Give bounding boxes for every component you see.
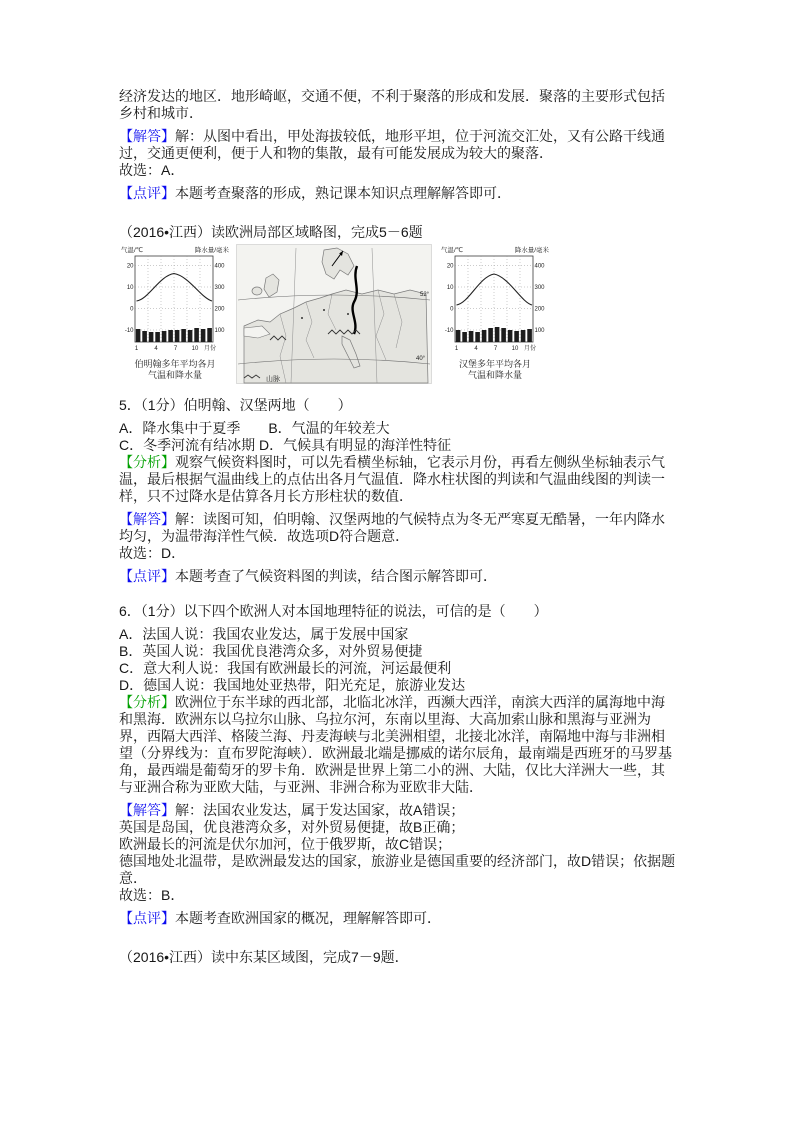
q6-answer-choice: 故选：B．: [119, 887, 185, 903]
birmingham-chart-plot: [119, 244, 231, 359]
svg-text:1: 1: [134, 346, 139, 352]
q6-answer-line3: 欧洲最长的河流是伏尔加河，位于俄罗斯，故C错误；: [119, 836, 452, 852]
latitude-40-label: 40°: [416, 356, 426, 362]
q5-answer-choice: 故选：D．: [119, 545, 186, 561]
q5-answer-text: 解：读图可知，伯明翰、汉堡两地的气候特点为冬无严寒夏无酷暑，一年内降水均匀，为温带海洋性气候．故选项D符合题意．: [119, 511, 665, 544]
hamburg-chart-plot: [439, 244, 551, 359]
q5-analysis-text: 观察气候资料图时，可以先看横坐标轴，它表示月份，再看左侧纵坐标轴表示气温，最后根据气温曲线上的点估出各月气温值．降水柱状图的判读和气温曲线图的判读一样，只不过降水是估算各月长方形柱状的数值．: [119, 454, 665, 504]
svg-text:300: 300: [534, 285, 545, 291]
hamburg-caption-line1: 汉堡多年平均各月: [458, 359, 531, 369]
q4-answer-paragraph: [119, 128, 677, 162]
svg-text:10: 10: [191, 346, 199, 352]
temp-axis-label: 气温/℃: [121, 247, 144, 254]
question-6: 6．（1分）以下四个欧洲人对本国地理特征的说法，可信的是（ ）: [119, 603, 548, 619]
q6-analysis-paragraph: [119, 694, 677, 796]
svg-text:1: 1: [454, 346, 459, 352]
q6-option-c: C．意大利人说：我国有欧洲最长的河流，河运最便利: [119, 660, 452, 676]
q5-answer-paragraph: [119, 511, 677, 545]
jieda-tag: 【解答】: [119, 128, 175, 144]
europe-map-plot: [236, 244, 432, 389]
question-5: 5．（1分）伯明翰、汉堡两地（ ）: [119, 397, 352, 413]
q6-answer-line4: 德国地处北温带，是欧洲最发达的国家，旅游业是德国重要的经济部门，故D错误；依据题意．: [119, 853, 676, 886]
svg-text:-10: -10: [444, 328, 454, 334]
birmingham-caption-line1: 伯明翰多年平均各月: [134, 359, 216, 369]
q6-comment-text: 本题考查欧洲国家的概况，理解解答即可．: [175, 910, 441, 926]
q5-options-cd: C．冬季河流有结冰期 D．气候具有明显的海洋性特征: [119, 437, 452, 453]
precip-axis-label: 降水量/毫米: [194, 247, 229, 254]
month-tick-labels: [455, 344, 536, 352]
svg-text:7: 7: [493, 346, 498, 352]
q6-option-a: A．法国人说：我国农业发达，属于发展中国家: [119, 626, 409, 642]
hamburg-caption-line2: 气温和降水量: [467, 370, 522, 380]
precip-axis-label: 降水量/毫米: [514, 247, 549, 254]
dianping-tag: 【点评】: [119, 568, 175, 584]
svg-text:400: 400: [534, 263, 545, 270]
fenxi-tag: 【分析】: [119, 694, 175, 710]
temp-tick-labels: [445, 264, 454, 335]
q6-answer-line2: 英国是岛国，优良港湾众多，对外贸易便捷，故B正确；: [119, 819, 465, 835]
q5-analysis-paragraph: [119, 454, 677, 505]
q6-analysis-text: 欧洲位于东半球的西北部，北临北冰洋，西濒大西洋，南滨大西洋的属海地中海和黑海．欧洲东以乌拉尔山脉、乌拉尔河，东南以里海、大高加索山脉和黑海与亚洲为界，西隔大西洋、格陵兰海、丹麦海峡与北美洲相望，北接北冰洋，南隔地中海与非洲相望（分界线为：直布罗陀海峡）．欧洲最北端是挪威的诺尔辰角，最南端是西班牙的马罗基角，最西端是葡萄牙的罗卡角．欧洲是世界上第二小的洲、大陆，仅比大洋洲大一些，其与亚洲合称为亚欧大陆，与亚洲、非洲合称为亚欧非大陆．: [119, 694, 672, 795]
europe-map: [236, 244, 432, 389]
q5-comment-text: 本题考查了气候资料图的判读，结合图示解答即可．: [175, 568, 497, 584]
europe-region-figure: [119, 244, 677, 389]
svg-text:4: 4: [474, 346, 478, 352]
svg-text:100: 100: [214, 328, 225, 334]
svg-text:10: 10: [126, 285, 134, 291]
latitude-52-label: 52°: [420, 292, 430, 298]
month-tick-labels: [135, 344, 216, 352]
svg-text:200: 200: [214, 306, 225, 313]
legend-mountain-label: 山脉: [266, 376, 280, 383]
settlement-paragraph: 经济发达的地区．地形崎岖，交通不便，不利于聚落的形成和发展．聚落的主要形式包括乡村和城市．: [119, 88, 665, 121]
svg-text:400: 400: [214, 263, 225, 270]
svg-text:0: 0: [130, 306, 134, 313]
month-unit-label: 月份: [204, 346, 217, 352]
q4-answer-choice: 故选：A．: [119, 162, 185, 178]
svg-text:20: 20: [446, 263, 454, 270]
svg-text:7: 7: [173, 346, 178, 352]
q5-comment-paragraph: [119, 568, 677, 585]
svg-text:200: 200: [534, 306, 545, 313]
q6-comment-paragraph: [119, 910, 677, 927]
section7-intro: （2016•江西）读中东某区域图，完成7－9题．: [119, 949, 409, 965]
birmingham-caption-line2: 气温和降水量: [147, 370, 202, 380]
q6-option-d: D．德国人说：我国地处亚热带，阳光充足，旅游业发达: [119, 677, 466, 693]
q6-answer-line1: 解：法国农业发达，属于发达国家，故A错误；: [175, 802, 465, 818]
svg-text:100: 100: [534, 328, 545, 334]
svg-text:-10: -10: [124, 328, 134, 334]
svg-text:10: 10: [511, 346, 519, 352]
dianping-tag: 【点评】: [119, 185, 175, 201]
precip-tick-labels: [535, 264, 546, 335]
q6-answer-paragraph: [119, 802, 677, 819]
temp-tick-labels: [125, 264, 134, 335]
fenxi-tag: 【分析】: [119, 454, 175, 470]
jieda-tag: 【解答】: [119, 511, 175, 527]
q6-option-b: B．英国人说：我国优良港湾众多，对外贸易便捷: [119, 643, 423, 659]
temp-axis-label: 气温/℃: [441, 247, 464, 254]
section5-intro: （2016•江西）读欧洲局部区域略图，完成5－6题: [119, 224, 423, 240]
svg-text:4: 4: [154, 346, 158, 352]
hamburg-climate-chart: [439, 244, 551, 381]
svg-text:10: 10: [446, 285, 454, 291]
dianping-tag: 【点评】: [119, 910, 175, 926]
svg-text:0: 0: [450, 306, 454, 313]
q5-options-ab: A．降水集中于夏季 B．气温的年较差大: [119, 420, 390, 436]
q4-comment-paragraph: [119, 185, 677, 202]
q4-answer-text: 解：从图中看出，甲处海拔较低，地形平坦，位于河流交汇处，又有公路干线通过，交通更便利，便于人和物的集散，最有可能发展成为较大的聚落．: [119, 128, 665, 161]
jieda-tag: 【解答】: [119, 802, 175, 818]
q4-comment-text: 本题考查聚落的形成，熟记课本知识点理解解答即可．: [175, 185, 511, 201]
svg-text:20: 20: [126, 263, 134, 270]
month-unit-label: 月份: [524, 346, 537, 352]
precip-tick-labels: [215, 264, 226, 335]
birmingham-climate-chart: [119, 244, 231, 381]
svg-text:300: 300: [214, 285, 225, 291]
